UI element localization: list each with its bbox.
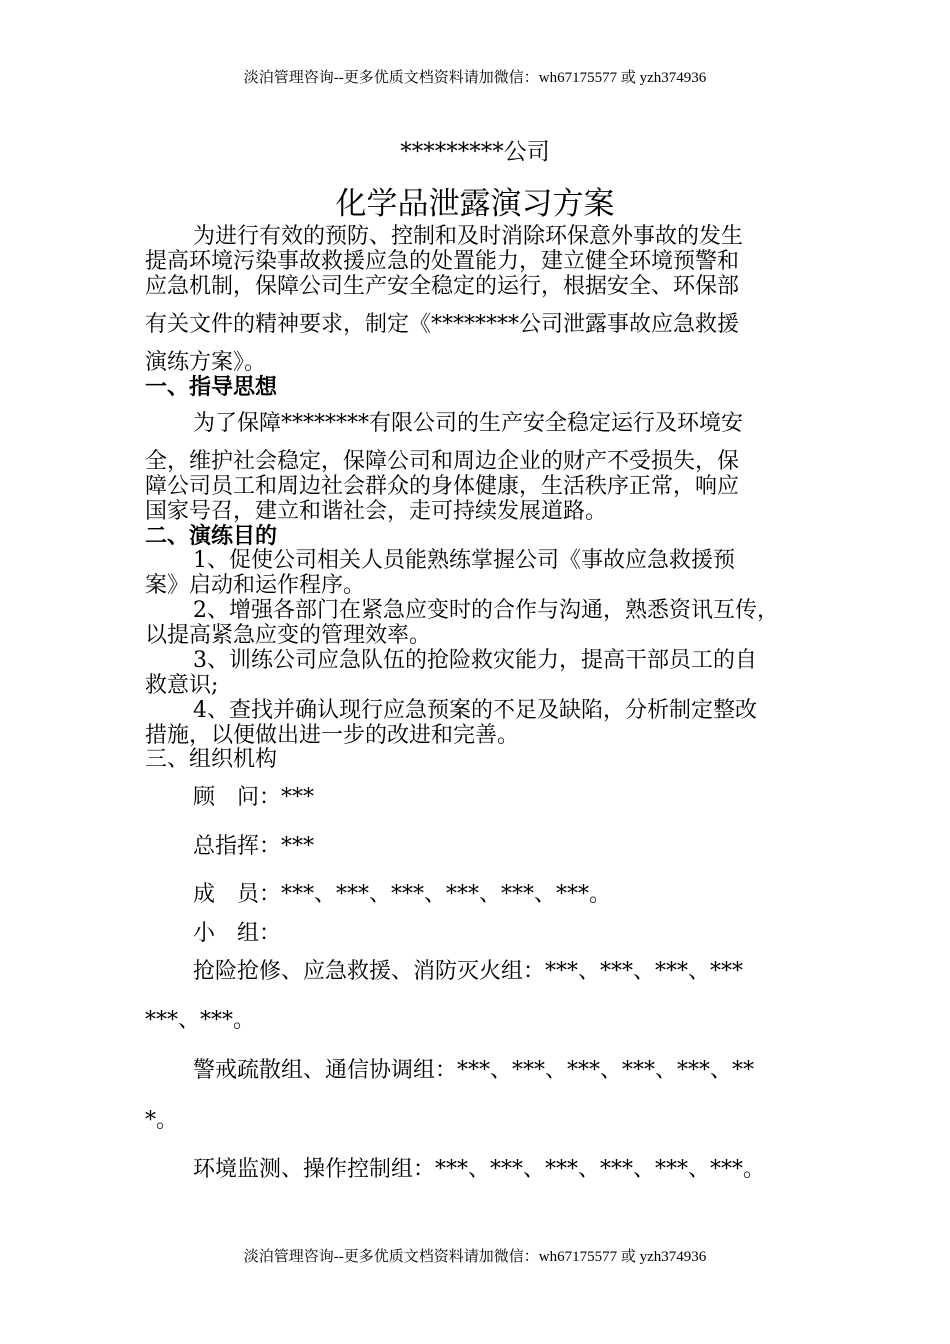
- org-advisor: 顾 问：***: [193, 785, 315, 810]
- org-monitoring-group: 环境监测、操作控制组：***、***、***、***、***、***。: [193, 1157, 766, 1182]
- section-2-line-1: 1、促使公司相关人员能熟练掌握公司《事故应急救援预: [193, 548, 735, 573]
- intro-line-2: 提高环境污染事故救援应急的处置能力，建立健全环境预警和: [145, 249, 740, 274]
- section-2-line-2: 案》启动和运作程序。: [145, 573, 366, 598]
- org-groups-label: 小 组：: [193, 921, 282, 946]
- intro-line-4: 有关文件的精神要求，制定《********公司泄露事故应急救援: [145, 312, 740, 337]
- company-name: *********公司: [400, 139, 550, 165]
- document-title: 化学品泄露演习方案: [335, 186, 615, 222]
- section-2-heading: 二、演练目的: [145, 523, 278, 549]
- org-rescue-group: 抢险抢修、应急救援、消防灭火组：***、***、***、***: [193, 959, 744, 984]
- section-1-line-1: 为了保障********有限公司的生产安全稳定运行及环境安: [193, 411, 744, 436]
- section-1-line-2: 全，维护社会稳定，保障公司和周边企业的财产不受损失，保: [145, 449, 740, 474]
- intro-line-5: 演练方案》。: [145, 350, 267, 375]
- section-1-line-3: 障公司员工和周边社会群众的身体健康，生活秩序正常，响应: [145, 474, 740, 499]
- intro-line-1: 为进行有效的预防、控制和及时消除环保意外事故的发生: [193, 224, 744, 249]
- org-rescue-group-cont: ***、***。: [145, 1008, 256, 1033]
- section-2-line-8: 措施，以便做出进一步的改进和完善。: [145, 723, 520, 748]
- page-footer: 淡泊管理咨询--更多优质文档资料请加微信：wh67175577 或 yzh374936: [243, 1249, 707, 1265]
- section-1-heading: 一、指导思想: [145, 374, 278, 400]
- section-2-line-7: 4、查找并确认现行应急预案的不足及缺陷，分析制定整改: [193, 698, 757, 723]
- section-2-line-3: 2、增强各部门在紧急应变时的合作与沟通，熟悉资讯互传，: [193, 598, 779, 623]
- section-2-line-6: 救意识;: [145, 673, 219, 698]
- section-1-line-4: 国家号召，建立和谐社会，走可持续发展道路。: [145, 499, 608, 524]
- org-members: 成 员：***、***、***、***、***、***。: [193, 882, 612, 907]
- org-evacuation-group-cont: *。: [145, 1108, 179, 1133]
- section-3-heading: 三、组织机构: [145, 747, 278, 772]
- intro-line-3: 应急机制，保障公司生产安全稳定的运行，根据安全、环保部: [145, 274, 740, 299]
- section-2-line-5: 3、训练公司应急队伍的抢险救灾能力，提高干部员工的自: [193, 648, 757, 673]
- org-commander: 总指挥：***: [193, 834, 315, 859]
- org-evacuation-group: 警戒疏散组、通信协调组：***、***、***、***、***、**: [193, 1058, 755, 1083]
- section-2-line-4: 以提高紧急应变的管理效率。: [145, 623, 432, 648]
- page-header: 淡泊管理咨询--更多优质文档资料请加微信：wh67175577 或 yzh374936: [243, 70, 707, 86]
